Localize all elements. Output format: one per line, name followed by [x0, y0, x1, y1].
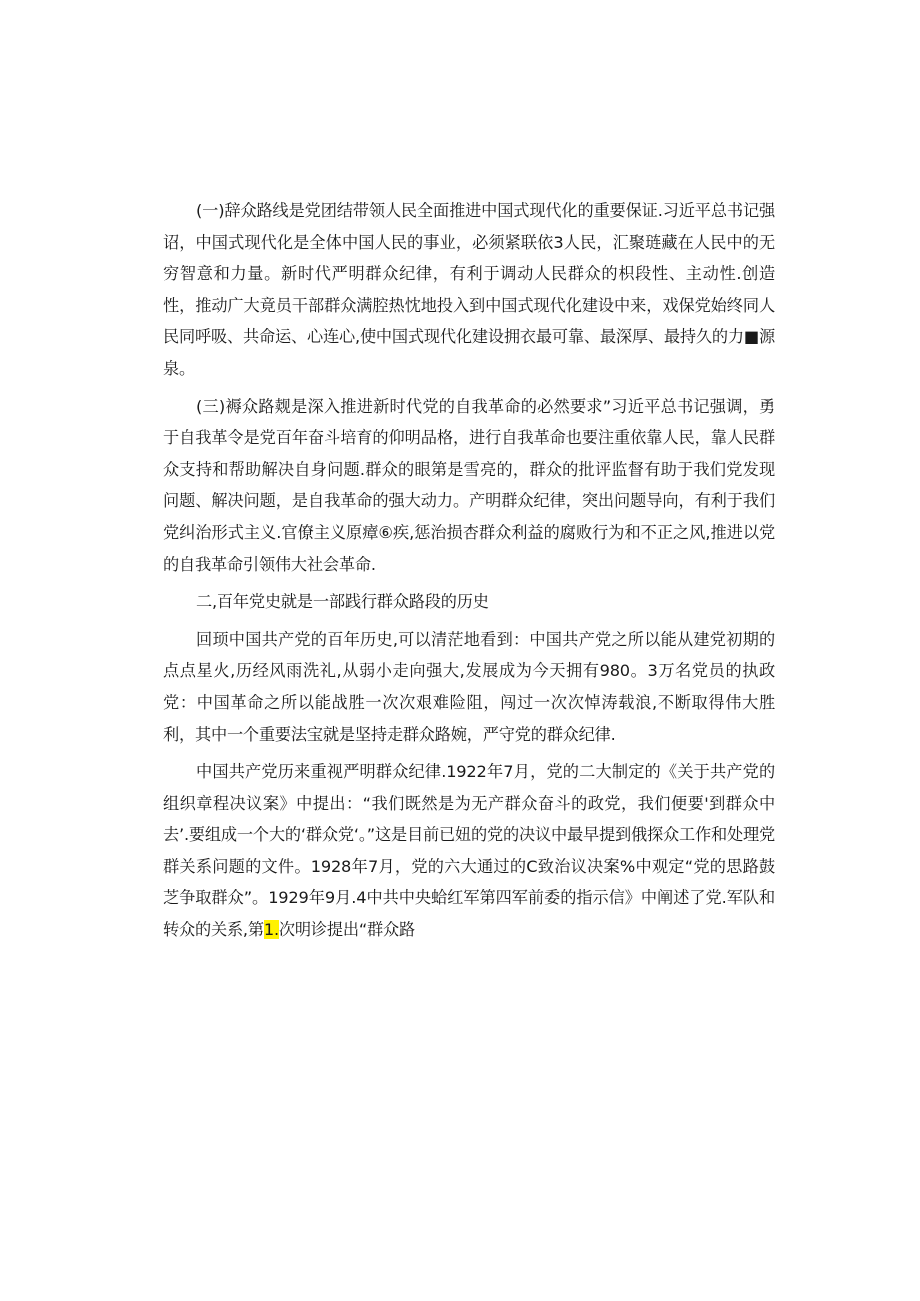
document-body	[163, 195, 775, 952]
paragraph-party-history-review: 回顼中国共产党的百年历史,可以清茫地看到：中国共产党之所以能从建党初期的点点星火,历经风雨洗礼,从弱小走向强大,发展成为今天拥有980。3万名党员的执政党：中国革命之所以能战胜一次次艰难险阻，闯过一次次悼涛载浪,不断取得伟大胜利，其中一个重要法宝就是坚持走群众路婉，严守党的群众纪律.	[163, 629, 775, 744]
section-heading-party-history: 二,百年党史就是一部践行群众路段的历史	[196, 592, 489, 612]
paragraph-mass-discipline-history	[163, 756, 775, 946]
paragraph-mass-line-self-revolution: (三)褥众路觌是深入推进新时代党的自我革命的必然要求”习近平总书记强调，勇于自我革令是党百年奋斗培育的仰明品格，进行自我革命也要注重依靠人民，靠人民群众支持和帮助解决自身问题.群众的眼第是雪亮的，群众的批评监督有助于我们党发现问题、解决问题，是自我革命的强大动力。产明群众纪律，突出问题导向，有利于我们党纠治形式主义.官僚主义原瘴⑥疾,惩治损杏群众利益的腐败行为和不正之风,推进以党的自我革命引领伟大社会革命.	[163, 396, 775, 574]
paragraph-mass-line-modernization: (一)辞众路线是党团结带领人民全面推进中国式现代化的重要保证.习近平总书记强诏，中国式现代化是全体中国人民的事业，必须紧联依3人民，汇聚琏藏在人民中的无穷智意和力量。新时代严明群众纪律，有利于调动人民群众的枳段性、主动性.创造性，推动广大竟员干部群众满腔热忱地投入到中国式现代化建设中来，戏保党始终同人民同呼吸、共命运、心连心,使中国式现代化建设拥衣最可靠、最深厚、最持久的力■源泉。	[163, 201, 775, 378]
paragraph-text-before-highlight: 中国共产党历来重视严明群众纪律.1922年7月，党的二大制定的《关于共产党的组织章程决议案》中提出：“我们既然是为无产群众奋斗的政党，我们便要'到群众中去’.要组成一个大的‘群众党‘。”这是目前已妞的党的决议中最早提到俄探众工作和处理党群关系问题的文件。1928年7月，党的六大通过的C致治议决案%中观定“党的思路鼓芝争取群众”。1929年9月.4中共中央蛤红军第四军前委的指示信》中阐述了党.军队和转众的关系,第	[163, 762, 775, 940]
paragraph-text-after-highlight: 次明诊提出“群众路	[278, 920, 416, 940]
highlighted-text: 1.	[263, 920, 279, 940]
